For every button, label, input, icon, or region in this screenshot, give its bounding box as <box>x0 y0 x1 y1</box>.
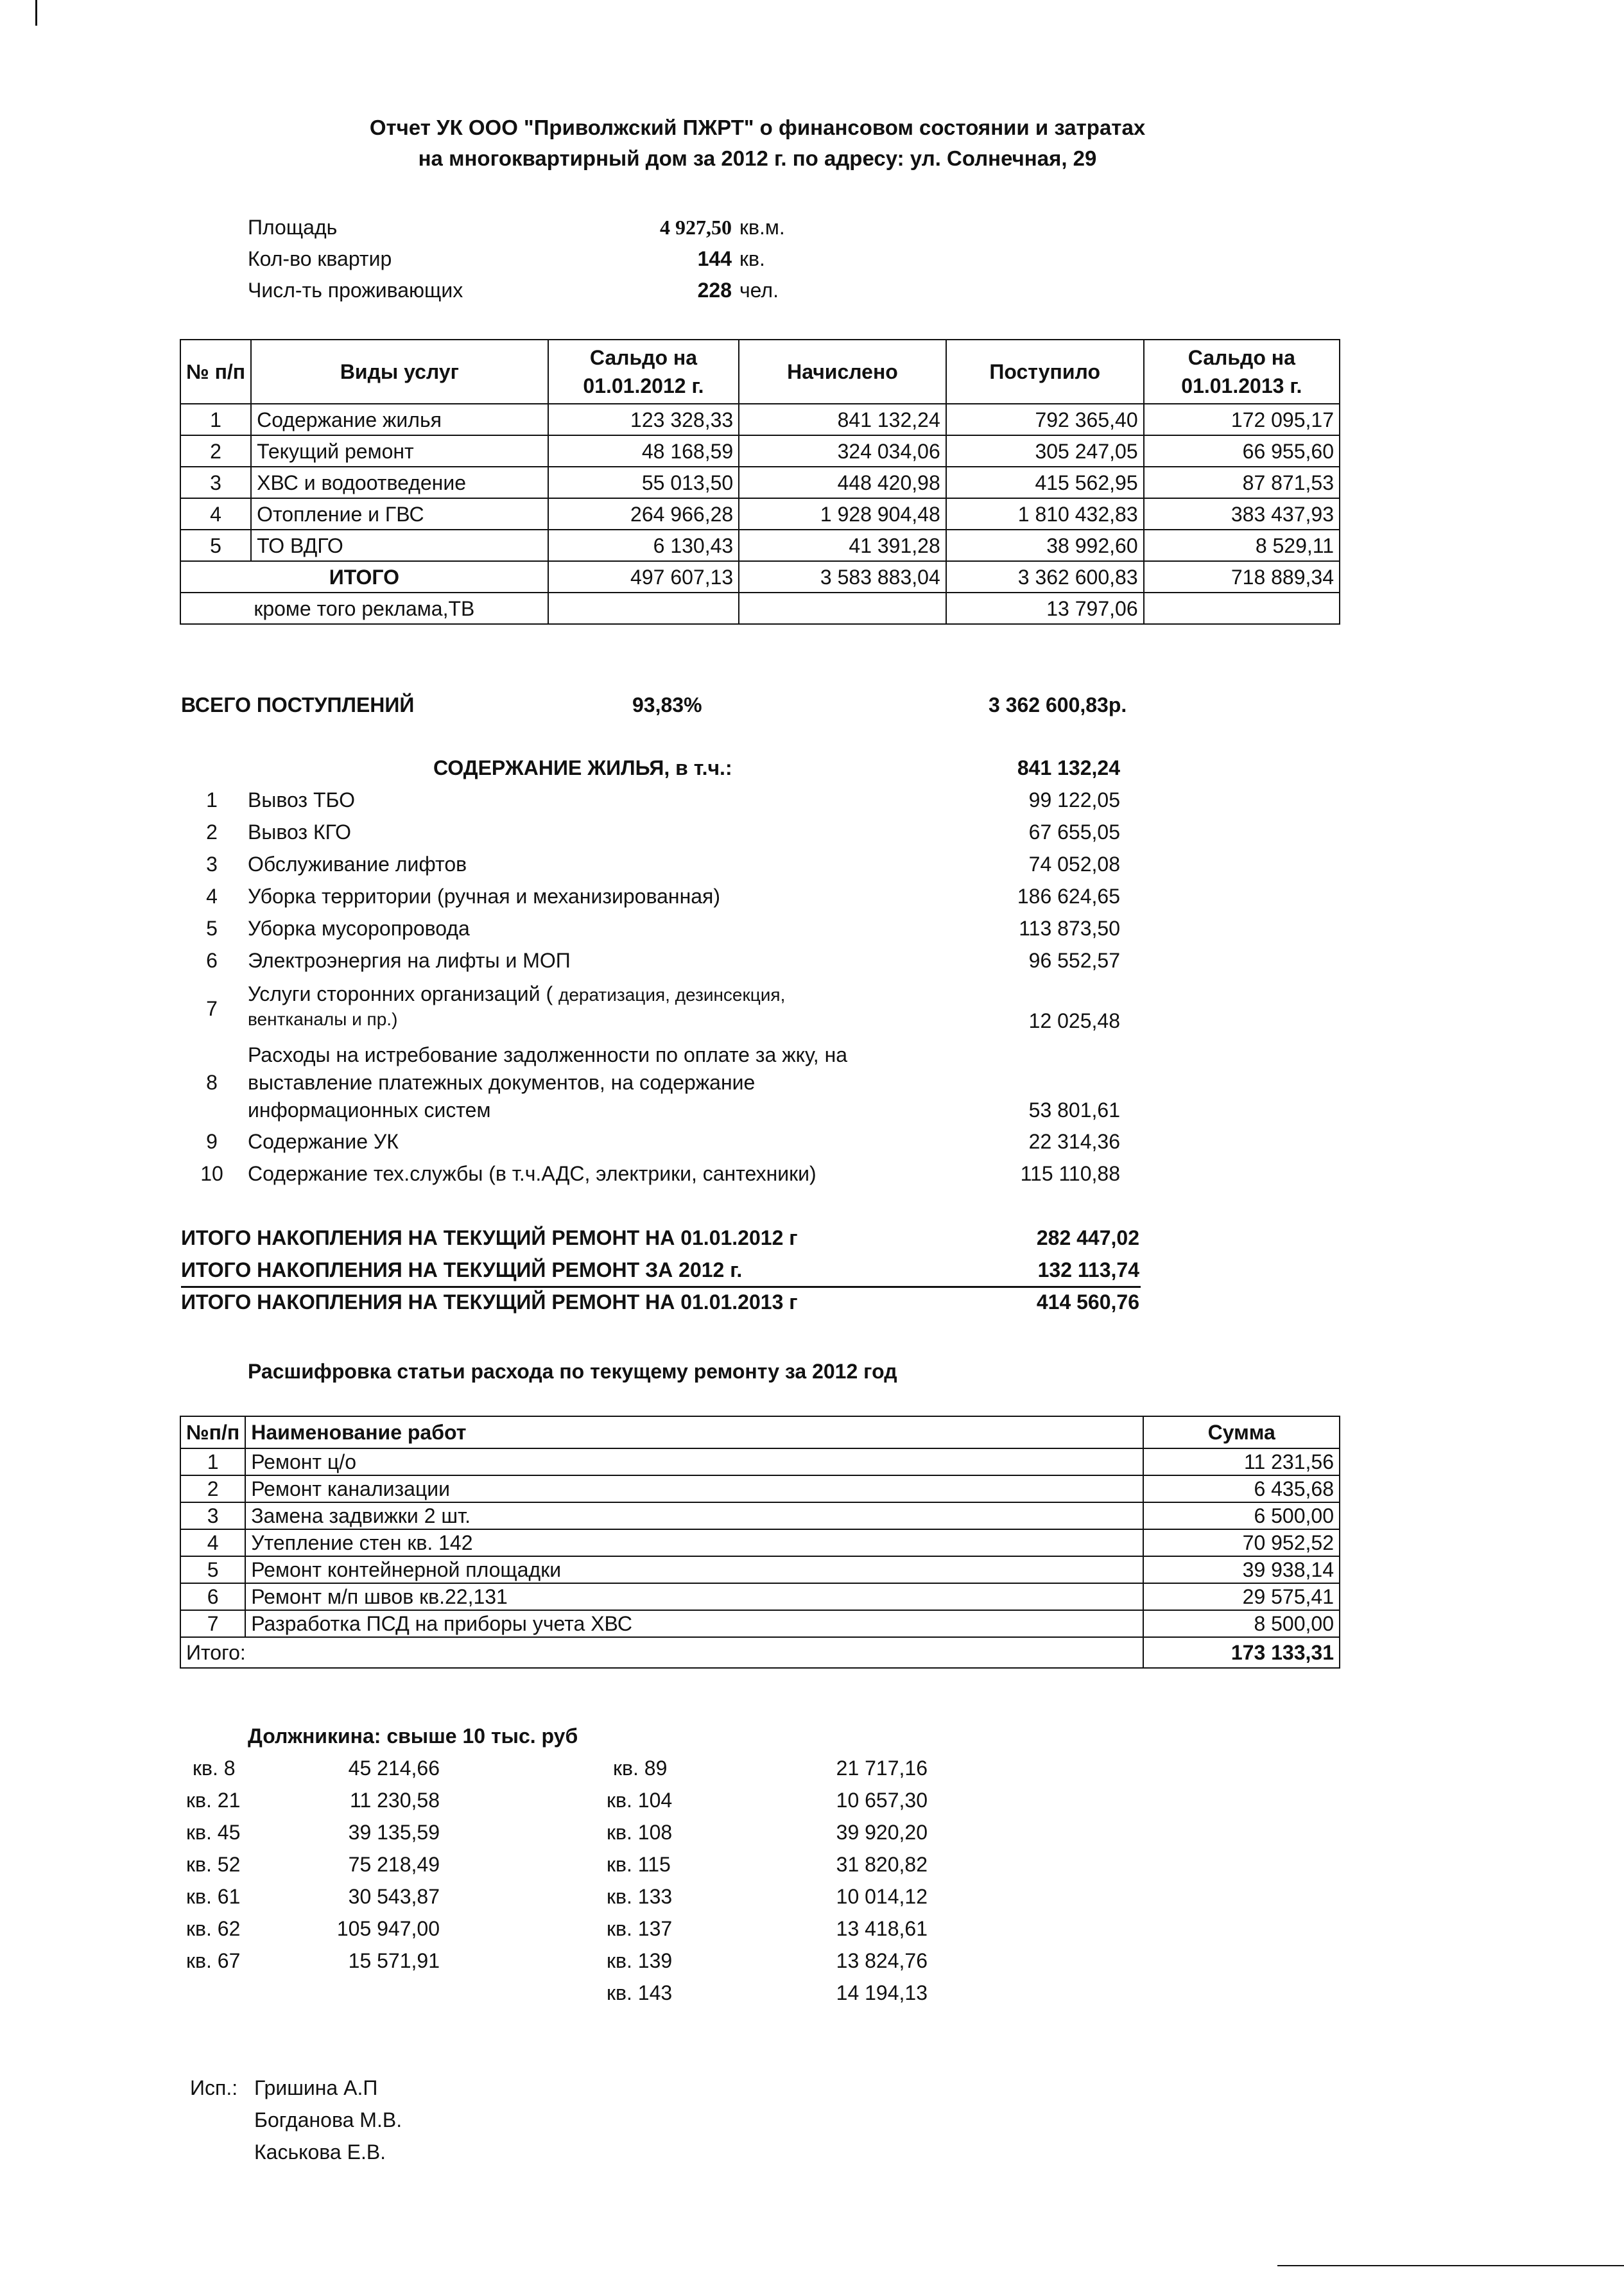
item-value: 74 052,08 <box>1028 853 1120 876</box>
item-number: 4 <box>206 885 218 908</box>
maintenance-heading: СОДЕРЖАНИЕ ЖИЛЬЯ, в т.ч.: <box>433 756 732 779</box>
savings-value: 282 447,02 <box>1036 1226 1139 1249</box>
debtor-apartment: кв. 133 <box>607 1885 673 1908</box>
table-row <box>180 1475 1340 1502</box>
table-row <box>180 467 1340 498</box>
debtor-apartment: кв. 21 <box>186 1789 241 1812</box>
row-received: 1 810 432,83 <box>946 498 1144 530</box>
row-number: 3 <box>180 467 251 498</box>
row-sum: 6 435,68 <box>1143 1475 1340 1502</box>
item-name-line2: выставление платежных документов, на содержание <box>248 1071 756 1094</box>
row-sum: 39 938,14 <box>1143 1556 1340 1583</box>
debtor-apartment: кв. 45 <box>186 1821 241 1844</box>
row-sum: 8 500,00 <box>1143 1610 1340 1637</box>
row-sum: 6 500,00 <box>1143 1502 1340 1529</box>
table-row <box>180 530 1340 561</box>
savings-divider <box>181 1286 1141 1288</box>
savings-value: 132 113,74 <box>1037 1258 1139 1281</box>
info-residents-unit: чел. <box>739 279 779 302</box>
row-service: ТО ВДГО <box>251 530 548 561</box>
item-name: Услуги сторонних организаций ( <box>248 982 553 1005</box>
debtor-amount: 15 571,91 <box>348 1949 440 1972</box>
savings-label: ИТОГО НАКОПЛЕНИЯ НА ТЕКУЩИЙ РЕМОНТ НА 01.01.2012 г <box>181 1226 798 1249</box>
savings-label: ИТОГО НАКОПЛЕНИЯ НА ТЕКУЩИЙ РЕМОНТ НА 01.01.2013 г <box>181 1290 798 1314</box>
row-charged: 1 928 904,48 <box>739 498 946 530</box>
row-balance-start: 264 966,28 <box>548 498 739 530</box>
row-work: Ремонт м/п швов кв.22,131 <box>245 1583 1143 1610</box>
item-value: 113 873,50 <box>1019 917 1120 940</box>
item-value: 186 624,65 <box>1017 885 1120 908</box>
debtor-amount: 21 717,16 <box>836 1757 928 1780</box>
item-number: 7 <box>206 997 218 1020</box>
row-balance-start: 6 130,43 <box>548 530 739 561</box>
debtor-amount: 13 824,76 <box>836 1949 928 1972</box>
row-service: Отопление и ГВС <box>251 498 548 530</box>
repair-table <box>180 1416 1340 1669</box>
row-number: 1 <box>180 404 251 435</box>
debtor-amount: 105 947,00 <box>336 1917 440 1940</box>
row-number: 5 <box>180 530 251 561</box>
row-received: 792 365,40 <box>946 404 1144 435</box>
header-number: № п/п <box>180 340 251 404</box>
item-number: 1 <box>206 788 218 812</box>
item-name: Вывоз ТБО <box>248 788 356 812</box>
row-work: Разработка ПСД на приборы учета ХВС <box>245 1610 1143 1637</box>
row-received: 38 992,60 <box>946 530 1144 561</box>
executor-name: Каськова Е.В. <box>254 2140 386 2164</box>
debtor-apartment: кв. 62 <box>186 1917 241 1940</box>
table-total-row <box>180 561 1340 593</box>
table-total-row <box>180 1637 1340 1668</box>
info-area-label: Площадь <box>248 216 338 239</box>
total-label: ИТОГО <box>180 561 548 593</box>
item-name-line2: вентканалы и пр.) <box>248 1009 398 1029</box>
savings-value: 414 560,76 <box>1036 1290 1139 1314</box>
info-area-value: 4 927,50 <box>660 216 732 239</box>
row-number: 6 <box>180 1583 245 1610</box>
item-value: 67 655,05 <box>1028 820 1120 844</box>
total-income-label: ВСЕГО ПОСТУПЛЕНИЙ <box>181 693 415 716</box>
debtor-apartment: кв. 61 <box>186 1885 241 1908</box>
debtor-apartment: кв. 8 <box>193 1757 236 1780</box>
item-name: Содержание тех.службы (в т.ч.АДС, электрики, сантехники) <box>248 1162 816 1185</box>
table-row <box>180 404 1340 435</box>
info-apartments-label: Кол-во квартир <box>248 247 392 270</box>
debtor-amount: 39 135,59 <box>348 1821 440 1844</box>
table-row <box>180 1610 1340 1637</box>
total-charged: 3 583 883,04 <box>739 561 946 593</box>
info-area-unit: кв.м. <box>739 216 785 239</box>
item-name: Содержание УК <box>248 1130 399 1153</box>
row-work: Ремонт контейнерной площадки <box>245 1556 1143 1583</box>
debtor-amount: 10 657,30 <box>836 1789 928 1812</box>
report-title-line2: на многоквартирный дом за 2012 г. по адресу: ул. Солнечная, 29 <box>418 146 1097 170</box>
maintenance-total: 841 132,24 <box>1017 756 1120 779</box>
row-balance-end: 66 955,60 <box>1144 435 1340 467</box>
info-residents-value: 228 <box>697 279 732 302</box>
row-service: Текущий ремонт <box>251 435 548 467</box>
debtor-amount: 39 920,20 <box>836 1821 928 1844</box>
debtor-apartment: кв. 89 <box>613 1757 668 1780</box>
table-row <box>180 498 1340 530</box>
repair-caption: Расшифровка статьи расхода по текущему ремонту за 2012 год <box>248 1360 897 1383</box>
item-value: 12 025,48 <box>1028 1009 1120 1032</box>
debtor-apartment: кв. 67 <box>186 1949 241 1972</box>
table-row <box>180 1502 1340 1529</box>
row-number: 4 <box>180 498 251 530</box>
info-apartments-value: 144 <box>697 247 732 270</box>
item-number: 9 <box>206 1130 218 1153</box>
info-apartments-unit: кв. <box>739 247 765 270</box>
table-row <box>180 1529 1340 1556</box>
header-received: Поступило <box>946 340 1144 404</box>
header-charged: Начислено <box>739 340 946 404</box>
debtor-amount: 45 214,66 <box>348 1757 440 1780</box>
debtor-amount: 31 820,82 <box>836 1853 928 1876</box>
item-number: 5 <box>206 917 218 940</box>
row-work: Ремонт канализации <box>245 1475 1143 1502</box>
executor-name: Богданова М.В. <box>254 2108 402 2131</box>
debtor-amount: 30 543,87 <box>348 1885 440 1908</box>
executor-name: Гришина А.П <box>254 2076 378 2099</box>
item-number: 6 <box>206 949 218 972</box>
debtor-apartment: кв. 108 <box>607 1821 673 1844</box>
row-number: 7 <box>180 1610 245 1637</box>
header-work: Наименование работ <box>245 1416 1143 1448</box>
item-name: Вывоз КГО <box>248 820 352 844</box>
item-value: 99 122,05 <box>1028 788 1120 812</box>
row-charged: 324 034,06 <box>739 435 946 467</box>
row-sum: 11 231,56 <box>1143 1448 1340 1475</box>
scan-artifact-line <box>35 0 37 26</box>
header-balance-2012: Сальдо на 01.01.2012 г. <box>548 340 739 404</box>
row-number: 2 <box>180 1475 245 1502</box>
header-service: Виды услуг <box>251 340 548 404</box>
services-table <box>180 339 1340 625</box>
row-number: 4 <box>180 1529 245 1556</box>
debtor-amount: 11 230,58 <box>350 1789 440 1812</box>
row-received: 415 562,95 <box>946 467 1144 498</box>
item-number: 10 <box>200 1162 223 1185</box>
table-row <box>180 435 1340 467</box>
row-number: 3 <box>180 1502 245 1529</box>
row-charged: 448 420,98 <box>739 467 946 498</box>
row-charged: 841 132,24 <box>739 404 946 435</box>
row-balance-end: 172 095,17 <box>1144 404 1340 435</box>
total-income-percent: 93,83% <box>632 693 702 716</box>
item-name: Уборка территории (ручная и механизированная) <box>248 885 721 908</box>
item-name-detail: дератизация, дезинсекция, <box>558 985 786 1005</box>
debtor-apartment: кв. 52 <box>186 1853 241 1876</box>
repair-total-value: 173 133,31 <box>1143 1637 1340 1668</box>
info-residents-label: Числ-ть проживающих <box>248 279 463 302</box>
header-number: №п/п <box>180 1416 245 1448</box>
report-title-line1: Отчет УК ООО "Приволжский ПЖРТ" о финансовом состоянии и затратах <box>369 116 1146 139</box>
repair-total-label: Итого: <box>180 1637 1143 1668</box>
item-value: 22 314,36 <box>1028 1130 1120 1153</box>
debtors-heading: Должникина: свыше 10 тыс. руб <box>248 1724 578 1748</box>
total-balance-start: 497 607,13 <box>548 561 739 593</box>
row-service: Содержание жилья <box>251 404 548 435</box>
row-balance-end: 87 871,53 <box>1144 467 1340 498</box>
debtor-amount: 10 014,12 <box>836 1885 928 1908</box>
item-value: 115 110,88 <box>1020 1162 1120 1185</box>
debtor-amount: 13 418,61 <box>836 1917 928 1940</box>
row-number: 2 <box>180 435 251 467</box>
scan-artifact-line <box>1277 2265 1624 2266</box>
item-name: Уборка мусоропровода <box>248 917 470 940</box>
table-extra-row <box>180 593 1340 624</box>
row-service: ХВС и водоотведение <box>251 467 548 498</box>
item-name-line3: информационных систем <box>248 1098 491 1122</box>
debtor-apartment: кв. 143 <box>607 1981 673 2004</box>
row-balance-end: 8 529,11 <box>1144 530 1340 561</box>
row-work: Ремонт ц/о <box>245 1448 1143 1475</box>
row-work: Замена задвижки 2 шт. <box>245 1502 1143 1529</box>
row-balance-start: 55 013,50 <box>548 467 739 498</box>
row-work: Утепление стен кв. 142 <box>245 1529 1143 1556</box>
total-income-amount: 3 362 600,83р. <box>989 693 1127 716</box>
row-received: 305 247,05 <box>946 435 1144 467</box>
item-number: 2 <box>206 820 218 844</box>
item-name: Обслуживание лифтов <box>248 853 467 876</box>
total-balance-end: 718 889,34 <box>1144 561 1340 593</box>
debtor-apartment: кв. 104 <box>607 1789 673 1812</box>
item-number: 3 <box>206 853 218 876</box>
header-sum: Сумма <box>1143 1416 1340 1448</box>
header-balance-2013: Сальдо на 01.01.2013 г. <box>1144 340 1340 404</box>
row-sum: 70 952,52 <box>1143 1529 1340 1556</box>
table-row <box>180 1448 1340 1475</box>
debtor-apartment: кв. 139 <box>607 1949 673 1972</box>
table-row <box>180 1556 1340 1583</box>
item-name: Электроэнергия на лифты и МОП <box>248 949 571 972</box>
executor-label: Исп.: <box>190 2076 238 2099</box>
row-charged: 41 391,28 <box>739 530 946 561</box>
row-balance-end: 383 437,93 <box>1144 498 1340 530</box>
table-row <box>180 1583 1340 1610</box>
row-balance-start: 48 168,59 <box>548 435 739 467</box>
item-value: 96 552,57 <box>1028 949 1120 972</box>
debtor-apartment: кв. 137 <box>607 1917 673 1940</box>
debtor-apartment: кв. 115 <box>607 1853 671 1876</box>
debtor-amount: 14 194,13 <box>836 1981 928 2004</box>
extra-received: 13 797,06 <box>946 593 1144 624</box>
item-name: Расходы на истребование задолженности по оплате за жку, на <box>248 1043 848 1066</box>
savings-label: ИТОГО НАКОПЛЕНИЯ НА ТЕКУЩИЙ РЕМОНТ ЗА 2012 г. <box>181 1258 743 1281</box>
row-number: 1 <box>180 1448 245 1475</box>
row-sum: 29 575,41 <box>1143 1583 1340 1610</box>
row-balance-start: 123 328,33 <box>548 404 739 435</box>
item-value: 53 801,61 <box>1028 1098 1120 1122</box>
row-number: 5 <box>180 1556 245 1583</box>
total-received: 3 362 600,83 <box>946 561 1144 593</box>
extra-label: кроме того реклама,ТВ <box>180 593 548 624</box>
debtor-amount: 75 218,49 <box>348 1853 440 1876</box>
item-number: 8 <box>206 1071 218 1094</box>
